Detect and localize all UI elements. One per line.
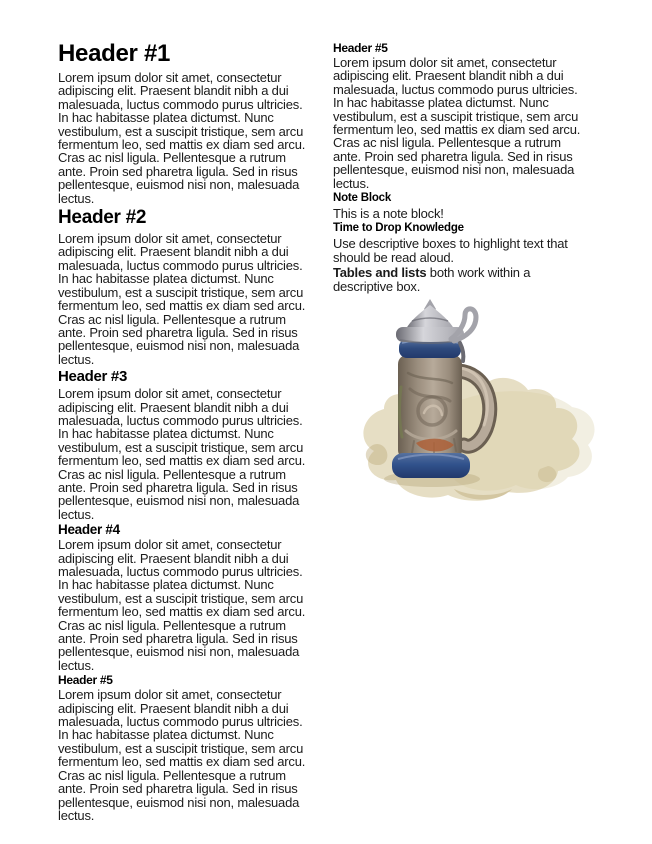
paragraph-1: Lorem ipsum dolor sit amet, consectetur adipiscing elit. Praesent blandit nibh a dui malesuada, luctus commodo purus ultricies. In hac habitasse platea dictumst. Nunc vestibulum, est a suscipit tristique, sem arcu fermentum leo, sed mattis ex diam sed arcu. Cras ac nisl ligula. Pellentesque a rutrum ante. Proin sed pharetra ligula. Sed in risus pellentesque, euismod nisi non, malesuada lectus. — [58, 70, 306, 206]
note-block-title: Note Block — [333, 192, 392, 205]
beer-stein-illustration — [344, 291, 602, 513]
note-block-text: This is a note block! — [333, 206, 444, 222]
knowledge-block-title: Time to Drop Knowledge — [333, 222, 464, 235]
beer-stein-svg — [344, 291, 602, 513]
header-5-right: Header #5 — [333, 41, 388, 55]
lever-curl — [451, 309, 476, 341]
header-4: Header #4 — [58, 522, 120, 538]
header-3: Header #3 — [58, 368, 128, 386]
tables-lists-bold: Tables and lists — [333, 265, 427, 281]
stein-base — [392, 453, 470, 478]
header-5-left: Header #5 — [58, 673, 113, 688]
tables-lists-rest: both work within a descriptive box. — [333, 265, 531, 294]
right-column — [333, 40, 590, 295]
tables-lists-line — [333, 266, 590, 293]
lid-cone — [406, 305, 454, 329]
header-1: Header #1 — [58, 40, 171, 67]
stein-body — [398, 355, 462, 459]
knowledge-block-text: Use descriptive boxes to highlight text that should be read aloud. — [333, 236, 568, 265]
paragraph-6: Lorem ipsum dolor sit amet, consectetur adipiscing elit. Praesent blandit nibh a dui malesuada, luctus commodo purus ultricies. In hac habitasse platea dictumst. Nunc vestibulum, est a suscipit tristique, sem arcu fermentum leo, sed mattis ex diam sed arcu. Cras ac nisl ligula. Pellentesque a rutrum ante. Proin sed pharetra ligula. Sed in risus pellentesque, euismod nisi non, malesuada lectus. — [333, 55, 581, 191]
paragraph-3: Lorem ipsum dolor sit amet, consectetur adipiscing elit. Praesent blandit nibh a dui malesuada, luctus commodo purus ultricies. In hac habitasse platea dictumst. Nunc vestibulum, est a suscipit tristique, sem arcu fermentum leo, sed mattis ex diam sed arcu. Cras ac nisl ligula. Pellentesque a rutrum ante. Proin sed pharetra ligula. Sed in risus pellentesque, euismod nisi non, malesuada lectus. — [58, 386, 306, 522]
left-column — [58, 40, 311, 824]
paragraph-4: Lorem ipsum dolor sit amet, consectetur adipiscing elit. Praesent blandit nibh a dui malesuada, luctus commodo purus ultricies. In hac habitasse platea dictumst. Nunc vestibulum, est a suscipit tristique, sem arcu fermentum leo, sed mattis ex diam sed arcu. Cras ac nisl ligula. Pellentesque a rutrum ante. Proin sed pharetra ligula. Sed in risus pellentesque, euismod nisi non, malesuada lectus. — [58, 537, 306, 673]
paragraph-5: Lorem ipsum dolor sit amet, consectetur adipiscing elit. Praesent blandit nibh a dui malesuada, luctus commodo purus ultricies. In hac habitasse platea dictumst. Nunc vestibulum, est a suscipit tristique, sem arcu fermentum leo, sed mattis ex diam sed arcu. Cras ac nisl ligula. Pellentesque a rutrum ante. Proin sed pharetra ligula. Sed in risus pellentesque, euismod nisi non, malesuada lectus. — [58, 687, 306, 823]
header-2: Header #2 — [58, 207, 147, 229]
paragraph-2: Lorem ipsum dolor sit amet, consectetur adipiscing elit. Praesent blandit nibh a dui malesuada, luctus commodo purus ultricies. In hac habitasse platea dictumst. Nunc vestibulum, est a suscipit tristique, sem arcu fermentum leo, sed mattis ex diam sed arcu. Cras ac nisl ligula. Pellentesque a rutrum ante. Proin sed pharetra ligula. Sed in risus pellentesque, euismod nisi non, malesuada lectus. — [58, 231, 306, 367]
